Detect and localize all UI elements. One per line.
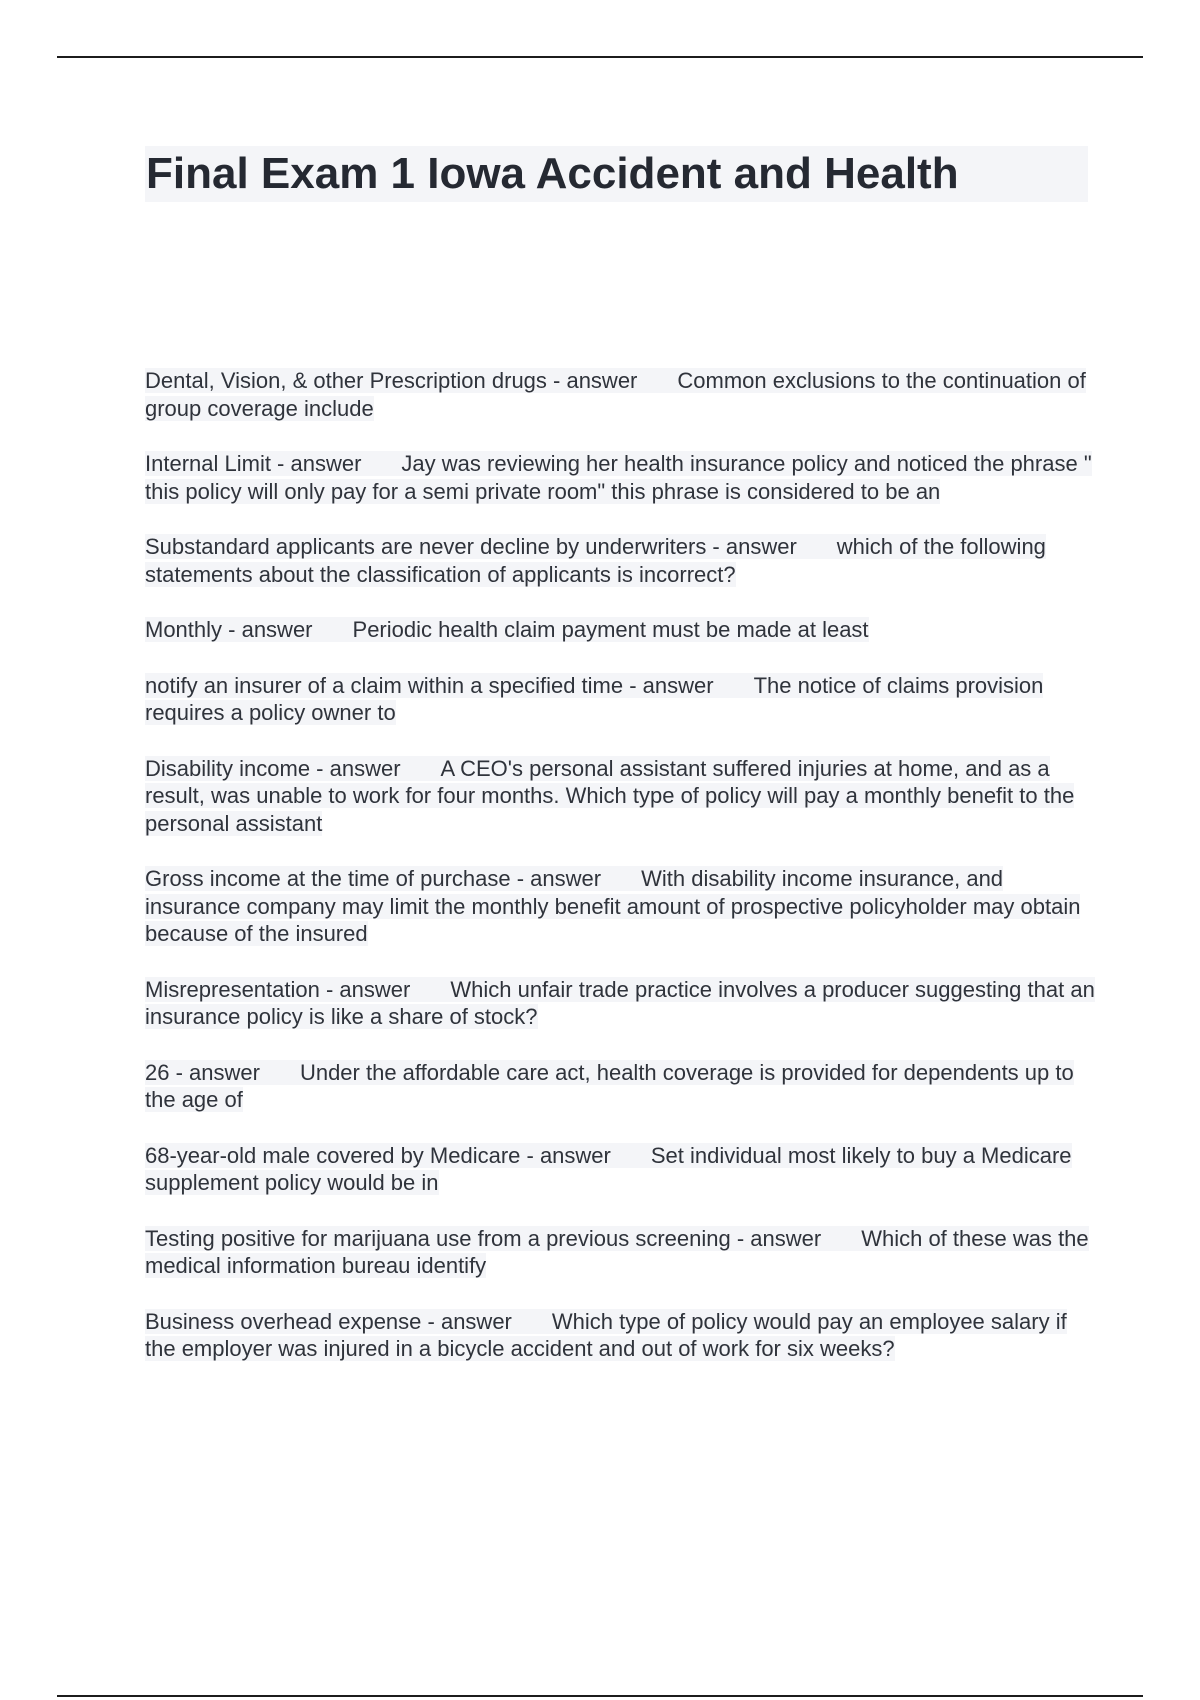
qa-answer: notify an insurer of a claim within a specified time - answer xyxy=(145,672,714,698)
qa-question: Which unfair trade practice involves a producer suggesting that an insurance policy is like a share of stock? xyxy=(145,976,1095,1029)
qa-question: Which of these was the medical information bureau identify xyxy=(145,1225,1089,1278)
document-title: Final Exam 1 Iowa Accident and Health xyxy=(146,149,959,198)
qa-item xyxy=(145,1059,1095,1114)
qa-question: Which type of policy would pay an employee salary if the employer was injured in a bicycle accident and out of work for six weeks? xyxy=(145,1308,1067,1361)
qa-item xyxy=(145,865,1095,948)
qa-item xyxy=(145,1142,1095,1197)
bottom-rule xyxy=(57,1695,1143,1697)
qa-answer: Substandard applicants are never decline by underwriters - answer xyxy=(145,534,797,559)
qa-item xyxy=(145,533,1095,588)
qa-answer: 26 - answer xyxy=(145,1059,260,1085)
qa-question: Set individual most likely to buy a Medicare supplement policy would be in xyxy=(145,1142,1072,1195)
qa-question: The notice of claims provision requires a policy owner to xyxy=(145,672,1044,725)
qa-answer: Internal Limit - answer xyxy=(145,451,362,476)
qa-answer: Misrepresentation - answer xyxy=(145,976,411,1002)
title-block xyxy=(145,146,1088,202)
qa-item xyxy=(145,672,1095,727)
qa-item xyxy=(145,976,1095,1031)
qa-item xyxy=(145,450,1095,505)
qa-question: A CEO's personal assistant suffered injuries at home, and as a result, was unable to work for four months. Which type of policy will pay a monthly benefit to the personal assistant xyxy=(145,755,1075,836)
qa-answer: 68-year-old male covered by Medicare - answer xyxy=(145,1142,611,1168)
qa-answer: Monthly - answer xyxy=(145,617,313,642)
qa-question: which of the following statements about the classification of applicants is incorrect? xyxy=(145,534,1046,587)
qa-item xyxy=(145,616,1095,644)
qa-answer: Dental, Vision, & other Prescription drugs - answer xyxy=(145,368,638,393)
qa-answer: Testing positive for marijuana use from a previous screening - answer xyxy=(145,1225,822,1251)
qa-question: Under the affordable care act, health coverage is provided for dependents up to the age of xyxy=(145,1059,1074,1112)
qa-item xyxy=(145,755,1095,838)
qa-question: Common exclusions to the continuation of group coverage include xyxy=(145,368,1086,421)
qa-question: Periodic health claim payment must be made at least xyxy=(352,617,869,642)
qa-answer: Disability income - answer xyxy=(145,755,401,781)
qa-question: With disability income insurance, and insurance company may limit the monthly benefit amount of prospective policyholder may obtain because of the insured xyxy=(145,866,1081,946)
qa-item xyxy=(145,367,1095,422)
qa-answer: Business overhead expense - answer xyxy=(145,1308,512,1334)
top-rule xyxy=(57,56,1143,58)
qa-question: Jay was reviewing her health insurance policy and noticed the phrase " this policy will only pay for a semi private room" this phrase is considered to be an xyxy=(145,451,1092,504)
qa-item xyxy=(145,1308,1095,1363)
qa-list xyxy=(145,367,1095,1391)
qa-answer: Gross income at the time of purchase - answer xyxy=(145,866,602,891)
qa-item xyxy=(145,1225,1095,1280)
